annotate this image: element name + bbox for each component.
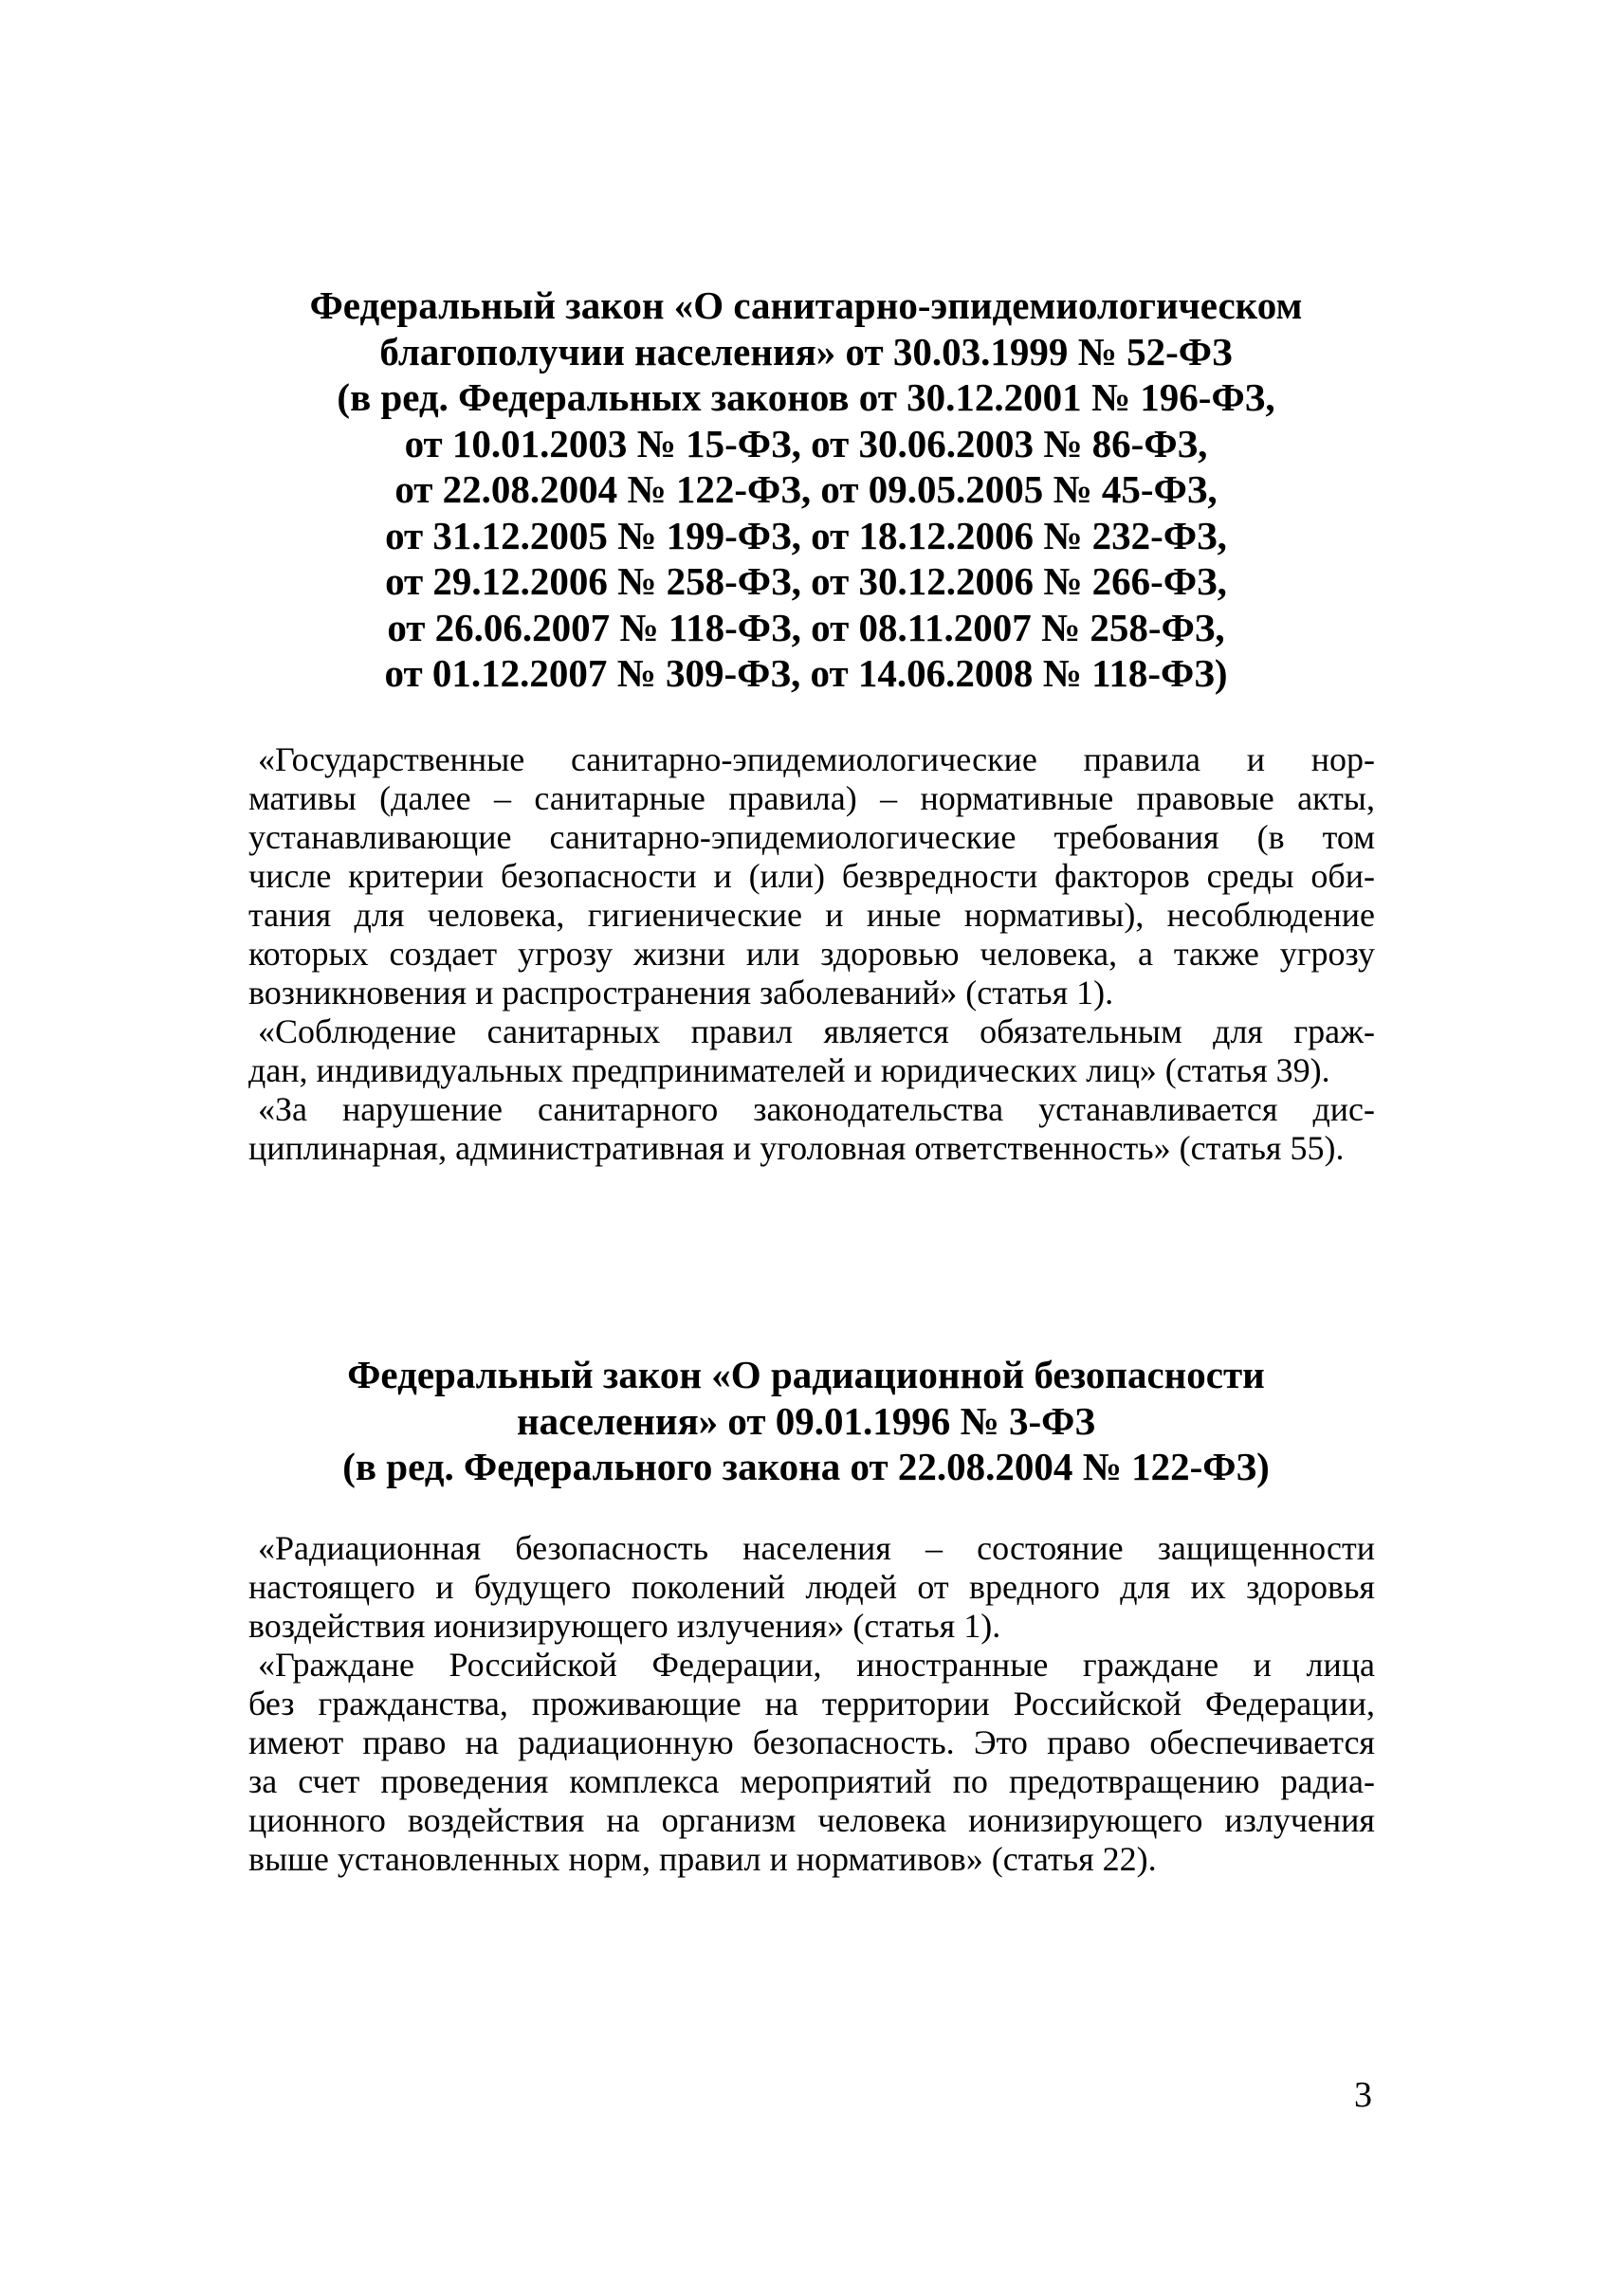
paragraph-line: циплинарная, административная и уголовная ответственность» (статья 55). [248,1129,1345,1167]
paragraph-line: выше установленных норм, правил и нормативов» (статья 22). [248,1840,1157,1878]
paragraph-line: устанавливающие санитарно-эпидемиологические требования (в том [248,818,1375,856]
paragraph-compliance [248,1012,1375,1090]
paragraph-line: настоящего и будущего поколений людей от вредного для их здоровья [248,1568,1375,1606]
heading-line: благополучии населения» от 30.03.1999 № 52-ФЗ [379,329,1233,374]
paragraph-line: дан, индивидуальных предпринимателей и юридических лиц» (статья 39). [248,1051,1330,1089]
paragraph-line: «Государственные санитарно-эпидемиологические правила и нор- [258,740,1375,778]
heading-line: от 31.12.2005 № 199-ФЗ, от 18.12.2006 № 232-ФЗ, [385,513,1227,557]
heading-line: (в ред. Федеральных законов от 30.12.2001 № 196-ФЗ, [337,375,1275,419]
paragraph-line: которых создает угрозу жизни или здоровью человека, а также угрозу [248,935,1375,973]
heading-line: (в ред. Федерального закона от 22.08.2004 № 122-ФЗ) [342,1445,1270,1488]
section-1-body [248,740,1375,1168]
section-1-heading [0,282,1612,697]
paragraph-line: без гражданства, проживающие на территории Российской Федерации, [248,1685,1375,1722]
paragraph-line: числе критерии безопасности и (или) безвредности факторов среды оби- [248,857,1375,895]
paragraph-line: возникновения и распространения заболеваний» (статья 1). [248,974,1114,1011]
heading-line: от 29.12.2006 № 258-ФЗ, от 30.12.2006 № 266-ФЗ, [385,559,1227,603]
paragraph-line: «Соблюдение санитарных правил является обязательным для граж- [258,1012,1375,1050]
paragraph-line: мативы (далее – санитарные правила) – нормативные правовые акты, [248,779,1375,817]
section-2-heading [0,1352,1612,1490]
heading-line: от 26.06.2007 № 118-ФЗ, от 08.11.2007 № 258-ФЗ, [387,605,1225,649]
paragraph-sanitary-rules-definition [248,740,1375,1012]
paragraph-line: ционного воздействия на организм человека ионизирующего излучения [248,1801,1375,1839]
paragraph-line: «Граждане Российской Федерации, иностранные граждане и лица [258,1646,1375,1684]
heading-line: Федеральный закон «О санитарно-эпидемиологическом [309,283,1303,327]
paragraph-radiation-safety-definition [248,1529,1375,1646]
heading-line: населения» от 09.01.1996 № 3-ФЗ [517,1398,1095,1443]
page-number: 3 [1354,2075,1372,2115]
heading-line: Федеральный закон «О радиационной безопасности [347,1353,1265,1396]
paragraph-line: воздействия ионизирующего излучения» (статья 1). [248,1607,1001,1645]
section-2-body [248,1529,1375,1879]
paragraph-line: «За нарушение санитарного законодательства устанавливается дис- [258,1090,1375,1128]
heading-line: от 10.01.2003 № 15-ФЗ, от 30.06.2003 № 86-ФЗ, [404,421,1208,465]
paragraph-citizens-rights [248,1646,1375,1879]
paragraph-line: за счет проведения комплекса мероприятий по предотвращению радиа- [248,1762,1375,1800]
paragraph-line: тания для человека, гигиенические и иные нормативы), несоблюдение [248,896,1375,934]
heading-line: от 22.08.2004 № 122-ФЗ, от 09.05.2005 № 45-ФЗ, [394,467,1218,511]
paragraph-line: «Радиационная безопасность населения – состояние защищенности [258,1529,1375,1567]
paragraph-line: имеют право на радиационную безопасность. Это право обеспечивается [248,1723,1375,1761]
heading-line: от 01.12.2007 № 309-ФЗ, от 14.06.2008 № 118-ФЗ) [384,651,1228,695]
paragraph-liability [248,1090,1375,1168]
